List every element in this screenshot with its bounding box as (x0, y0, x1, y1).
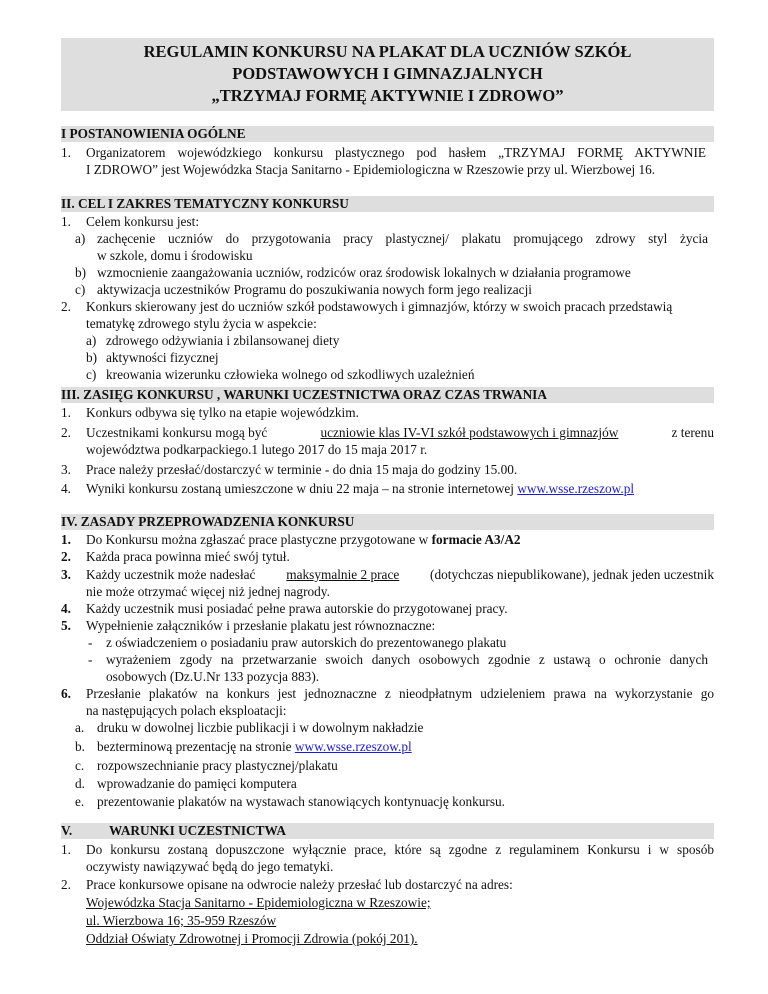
paragraph-line: Każdy uczestnik musi posiadać pełne prawa autorskie do przygotowanej pracy. (86, 601, 508, 616)
list-item-text: w szkole, domu i środowisku (97, 248, 253, 263)
list-number: 2. (61, 299, 71, 314)
list-item-text: aktywizacja uczestników Programu do poszukiwania nowych form jego realizacji (97, 282, 532, 297)
list-letter: a. (75, 720, 85, 735)
section-title: WARUNKI UCZESTNICTWA (109, 823, 286, 838)
list-item-text: z oświadczeniem o posiadaniu praw autorskich do prezentowanego plakatu (106, 635, 507, 650)
list-letter: b. (75, 739, 85, 754)
section-5-heading (61, 823, 714, 839)
paragraph-line: tematykę zdrowego stylu życia w aspekcie: (86, 316, 317, 331)
address-line: ul. Wierzbowa 16; 35-959 Rzeszów (86, 913, 277, 928)
website-link[interactable]: www.wsse.rzeszow.pl (517, 481, 635, 496)
paragraph-line: na następujących polach eksploatacji: (86, 703, 287, 718)
list-letter: c. (75, 758, 85, 773)
list-number: 1. (61, 532, 71, 547)
title-block (61, 38, 714, 111)
list-dash: - (88, 652, 93, 667)
list-item-text: druku w dowolnej liczbie publikacji i w dowolnym nakładzie (97, 720, 424, 735)
paragraph-line: Przesłanie plakatów na konkurs jest jednoznaczne z nieodpłatnym udzieleniem prawa na wykorzystanie go (86, 686, 714, 701)
underlined-text: uczniowie klas IV-VI szkół podstawowych i gimnazjów (320, 425, 619, 440)
section-2-heading: II. CEL I ZAKRES TEMATYCZNY KONKURSU (61, 196, 714, 212)
paragraph-line (86, 480, 634, 497)
list-number: 4. (61, 601, 71, 616)
title-line-2: PODSTAWOWYCH I GIMNAZJALNYCH (232, 64, 543, 83)
list-item-text: zachęcenie uczniów do przygotowania pracy plastycznej/ plakatu promującego zdrowy styl życia (97, 231, 708, 246)
list-letter: c) (86, 367, 97, 382)
list-letter: e. (75, 794, 85, 809)
underlined-text: maksymalnie 2 prace (286, 567, 400, 582)
list-number: 5. (61, 618, 71, 633)
paragraph-line: oczywisty nawiązywać będą do jego tematyki. (86, 859, 334, 874)
paragraph-line: nie może otrzymać więcej niż jednej nagrody. (86, 584, 330, 599)
paragraph-line: Celem konkursu jest: (86, 214, 200, 229)
website-link[interactable]: www.wsse.rzeszow.pl (294, 739, 412, 754)
text-run: bezterminową prezentację na stronie (97, 739, 292, 754)
list-item-text: kreowania wizerunku człowieka wolnego od szkodliwych uzależnień (106, 367, 475, 382)
list-item-text: aktywności fizycznej (106, 350, 219, 365)
text-run: Każdy uczestnik może nadesłać (86, 567, 256, 582)
list-item-text: osobowych (Dz.U.Nr 133 pozycja 883). (106, 669, 320, 684)
text-run: z terenu (671, 425, 714, 440)
list-number: 4. (61, 481, 71, 496)
list-number: 2. (61, 549, 71, 564)
title-line-3: „TRZYMAJ FORMĘ AKTYWNIE I ZDROWO” (211, 86, 564, 105)
paragraph-line: I ZDROWO” jest Wojewódzka Stacja Sanitarno - Epidemiologiczna w Rzeszowie przy ul. Wierzbowej 16. (86, 162, 656, 177)
section-3-heading: III. ZASIĘG KONKURSU , WARUNKI UCZESTNICTWA ORAZ CZAS TRWANIA (61, 387, 714, 403)
list-number: 2. (61, 877, 71, 892)
section-4-heading: IV. ZASADY PRZEPROWADZENIA KONKURSU (61, 514, 714, 530)
list-item-text: rozpowszechnianie pracy plastycznej/plakatu (97, 758, 338, 773)
address-line: Oddział Oświaty Zdrowotnej i Promocji Zdrowia (pokój 201). (86, 931, 418, 946)
paragraph-line (86, 424, 714, 441)
list-letter: a) (75, 231, 86, 246)
list-item-text: wzmocnienie zaangażowania uczniów, rodziców oraz środowisk lokalnych w działania programowe (97, 265, 631, 280)
paragraph-line: Prace konkursowe opisane na odwrocie należy przesłać lub dostarczyć na adres: (86, 877, 513, 892)
paragraph-line: województwa podkarpackiego.1 lutego 2017 do 15 maja 2017 r. (86, 442, 428, 457)
section-1-heading: I POSTANOWIENIA OGÓLNE (61, 126, 714, 142)
list-letter: c) (75, 282, 86, 297)
list-letter: d. (75, 776, 85, 791)
paragraph-line (86, 566, 714, 583)
paragraph-line: Każda praca powinna mieć swój tytuł. (86, 549, 290, 564)
paragraph-line: Wypełnienie załączników i przesłanie plakatu jest równoznaczne: (86, 618, 436, 633)
paragraph-line: Organizatorem wojewódzkiego konkursu plastycznego pod hasłem „TRZYMAJ FORMĘ AKTYWNIE (86, 145, 706, 160)
list-number: 1. (61, 842, 71, 857)
paragraph-line: Konkurs skierowany jest do uczniów szkół podstawowych i gimnazjów, którzy w swoich pracach przedstawią (86, 299, 673, 314)
list-number: 2. (61, 425, 71, 440)
paragraph-line: Konkurs odbywa się tylko na etapie wojewódzkim. (86, 405, 359, 420)
list-item-text: prezentowanie plakatów na wystawach stanowiących kontynuację konkursu. (97, 794, 506, 809)
paragraph-line: Do konkursu zostaną dopuszczone wyłącznie prace, które są zgodne z regulaminem Konkursu i w sposób (86, 842, 714, 857)
list-item-text: wprowadzanie do pamięci komputera (97, 776, 297, 791)
list-number: 1. (61, 405, 71, 420)
paragraph-line: Prace należy przesłać/dostarczyć w terminie - do dnia 15 maja do godziny 15.00. (86, 462, 518, 477)
list-item-text (97, 738, 412, 755)
text-run: Wyniki konkursu zostaną umieszczone w dniu 22 maja – na stronie internetowej (86, 481, 514, 496)
list-letter: b) (75, 265, 87, 280)
list-letter: b) (86, 350, 98, 365)
text-run: (dotychczas niepublikowane), jednak jeden uczestnik (430, 567, 714, 582)
text-run: Do Konkursu można zgłaszać prace plastyczne przygotowane w (86, 532, 429, 547)
list-letter: a) (86, 333, 97, 348)
text-run: Uczestnikami konkursu mogą być (86, 425, 268, 440)
list-item-text: wyrażeniem zgody na przetwarzanie swoich danych osobowych zgodnie z ustawą o ochronie danych (106, 652, 708, 667)
list-number: 6. (61, 686, 71, 701)
list-dash: - (88, 635, 93, 650)
list-number: 3. (61, 567, 71, 582)
title-line-1: REGULAMIN KONKURSU NA PLAKAT DLA UCZNIÓW SZKÓŁ (143, 42, 632, 61)
list-number: 3. (61, 462, 71, 477)
list-number: 1. (61, 145, 71, 160)
list-number: 1. (61, 214, 71, 229)
list-item-text: zdrowego odżywiania i zbilansowanej diety (106, 333, 340, 348)
section-number: V. (61, 823, 73, 838)
address-line: Wojewódzka Stacja Sanitarno - Epidemiologiczna w Rzeszowie; (86, 895, 431, 910)
paragraph-line (86, 531, 521, 548)
bold-text: formacie A3/A2 (431, 532, 521, 547)
